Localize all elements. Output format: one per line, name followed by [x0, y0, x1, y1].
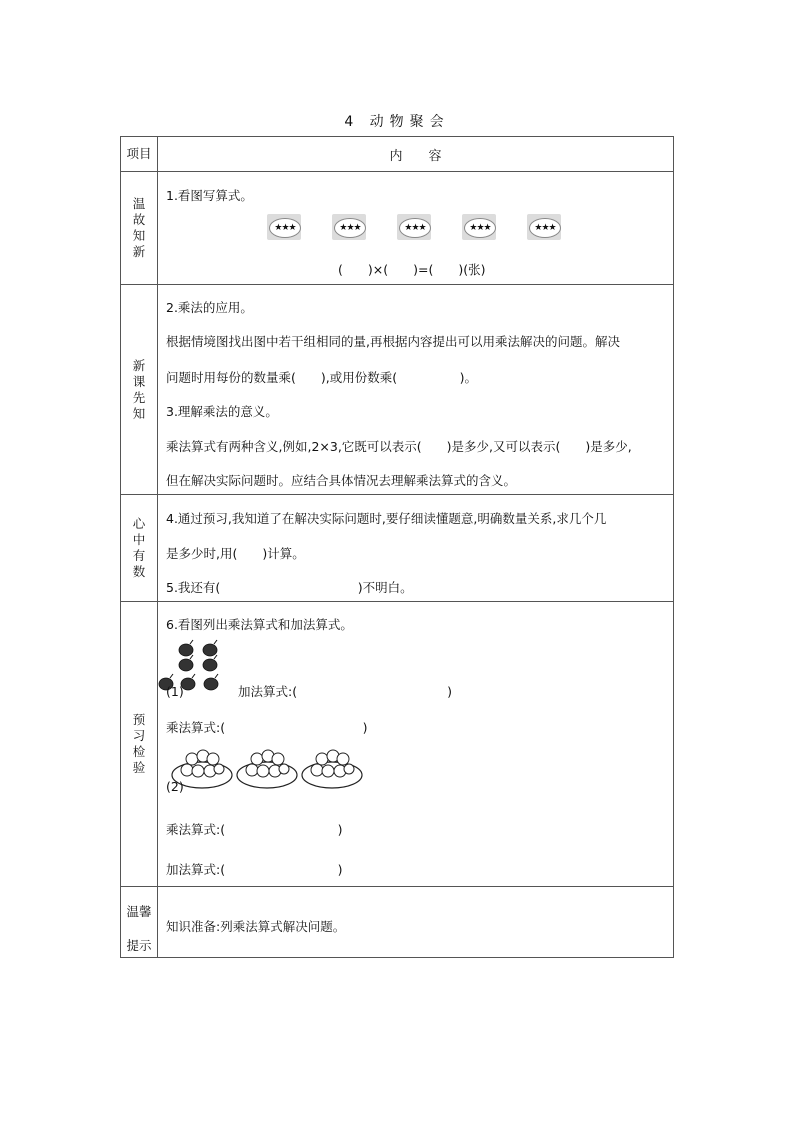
star-card	[397, 214, 431, 240]
star-card-text: ★★★	[464, 218, 496, 238]
star-card	[332, 214, 366, 240]
star-card	[527, 214, 561, 240]
mind-content	[158, 495, 674, 602]
part-1-multiplication: 乘法算式:( )	[166, 720, 368, 735]
question-4-line-2: 是多少时,用( )计算。	[166, 546, 305, 561]
header-row	[121, 137, 674, 172]
check-row	[121, 602, 674, 887]
question-3-line-2: 但在解决实际问题时。应结合具体情况去理解乘法算式的含义。	[166, 473, 517, 488]
check-content	[158, 602, 674, 887]
part-1-addition: 加法算式:( )	[238, 684, 452, 699]
question-4-line-1: 4.通过预习,我知道了在解决实际问题时,要仔细读懂题意,明确数量关系,求几个几	[166, 511, 607, 526]
star-card-text: ★★★	[399, 218, 431, 238]
question-6: 6.看图列出乘法算式和加法算式。	[166, 617, 353, 632]
mind-label: 心中有数	[132, 516, 146, 579]
review-label-cell	[121, 172, 158, 285]
part-2-addition: 加法算式:( )	[166, 862, 343, 877]
apples-illustration	[178, 637, 238, 697]
check-label: 预习检验	[132, 712, 146, 775]
tips-content	[158, 887, 674, 958]
preview-content	[158, 285, 674, 495]
tips-text: 知识准备:列乘法算式解决问题。	[166, 919, 346, 934]
star-card-text: ★★★	[334, 218, 366, 238]
question-5: 5.我还有( )不明白。	[166, 580, 413, 595]
mind-row	[121, 495, 674, 602]
star-card	[267, 214, 301, 240]
check-label-cell	[121, 602, 158, 887]
part-2-number: (2)	[166, 779, 184, 794]
question-3-line-1: 乘法算式有两种含义,例如,2×3,它既可以表示( )是多少,又可以表示( )是多少,	[166, 439, 632, 454]
tips-label-cell	[121, 887, 158, 958]
question-3: 3.理解乘法的意义。	[166, 404, 278, 419]
question-1: 1.看图写算式。	[166, 188, 253, 203]
review-label: 温故知新	[132, 196, 146, 259]
tips-label-top: 温馨	[126, 903, 152, 919]
page-title: 4 动物聚会	[344, 114, 450, 130]
tips-row	[121, 887, 674, 958]
review-row	[121, 172, 674, 285]
header-item-label: 项目	[121, 137, 158, 172]
star-card-text: ★★★	[269, 218, 301, 238]
formula-1: ( )×( )=( )(张)	[338, 262, 486, 277]
star-card-text: ★★★	[529, 218, 561, 238]
header-content-label: 内 容	[158, 137, 674, 172]
preview-row	[121, 285, 674, 495]
tips-label-bottom: 提示	[126, 937, 152, 953]
question-2-line-2: 问题时用每份的数量乘( ),或用份数乘( )。	[166, 370, 477, 385]
preview-label-cell	[121, 285, 158, 495]
question-2: 2.乘法的应用。	[166, 300, 253, 315]
question-2-line-1: 根据情境图找出图中若干组相同的量,再根据内容提出可以用乘法解决的问题。解决	[166, 334, 620, 349]
part-2-multiplication: 乘法算式:( )	[166, 822, 343, 837]
star-card	[462, 214, 496, 240]
mind-label-cell	[121, 495, 158, 602]
part-1-number: (1)	[166, 684, 184, 699]
review-content	[158, 172, 674, 285]
preview-label: 新课先知	[132, 357, 146, 421]
fruit-plates-illustration	[172, 745, 372, 793]
study-table	[120, 136, 674, 958]
